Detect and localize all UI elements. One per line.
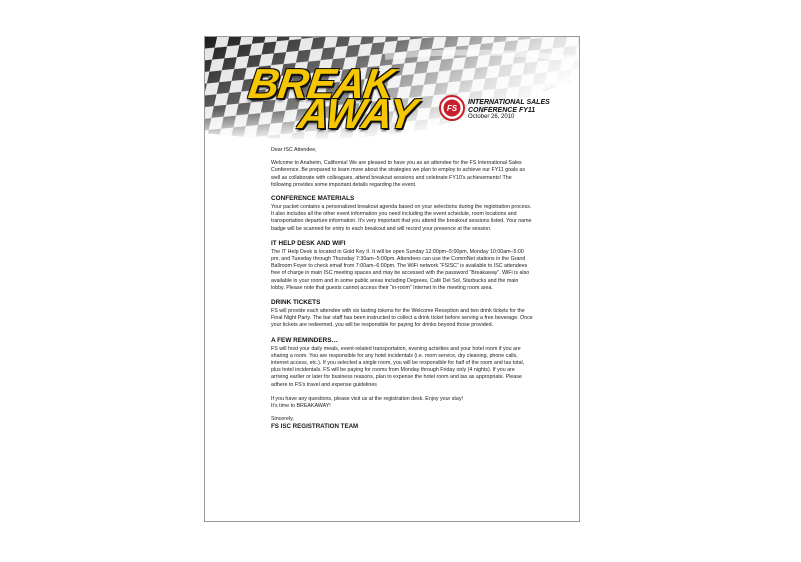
section-text: FS will provide each attendee with six tasting tokens for the Welcome Reception and two drink tickets for the Final Night Party. The bar staff has been instructed to collect a drink ticket before serving a free beverage. Once your tickets are redeemed, you will be responsible for paying for drinks beyond those provided. (271, 308, 533, 329)
section-reminders (271, 337, 533, 389)
section-it-help-desk (271, 240, 533, 292)
fs-emblem-icon (439, 95, 465, 121)
signoff-block (271, 416, 533, 431)
section-heading: DRINK TICKETS (271, 299, 321, 307)
signature: FS ISC REGISTRATION TEAM (271, 423, 359, 431)
closing-line1: If you have any questions, please visit us at the registration desk. Enjoy your stay! (271, 395, 463, 402)
emblem-text: FS (446, 104, 458, 113)
section-heading: IT HELP DESK AND WIFI (271, 239, 346, 247)
signoff: Sincerely, (271, 416, 294, 423)
section-drink-tickets (271, 299, 533, 330)
section-heading: A FEW REMINDERS… (271, 336, 338, 344)
section-heading: CONFERENCE MATERIALS (271, 195, 355, 203)
closing (271, 396, 533, 410)
checkered-flag-banner (205, 37, 579, 141)
closing-line2: It’s time to BREAKAWAY! (271, 403, 331, 410)
section-text: FS will host your daily meals, event-related transportation, evening activities and your hotel room if you are sharing a room. You are responsible for any hotel incidentals (i.e. room service, dry cleaning, phone calls, internet access, etc.). If you selected a single room, you will be responsible for half of the room and tax total, plus hotel incidentals. FS will be paying for rooms from Monday through Friday only (4 nights). If you are arriving earlier or later for business reasons, plan to expense the hotel room and tax as appropriate. Please adhere to FS’s travel and expense guidelines (271, 345, 525, 388)
section-text: The IT Help Desk is located in Gold Key II. It will be open Sunday 12:00pm–5:00pm, Monday 10:00am–5:00 pm, and Tuesday through Thursday 7:30am–5:00pm. Attendees can use the CommNet stations in the Grand Ballroom Foyer to check email from 7:00am–6:00pm. The WiFi network “FSISC” is available to ISC attendees free of charge in main ISC meeting spaces and may be accessed with the password “Breakaway”. WiFi is also available in your room and in some public areas including Degrees, Café Del Sol, Starbucks and the main lobby. Please note that guests cannot access their “in-room” Internet in the meeting room area. (271, 248, 530, 291)
letter-body (271, 147, 533, 432)
intro-paragraph: Welcome to Anaheim, California! We are pleased to have you as an attendee for the FS International Sales Conference. Be prepared to learn more about the strategies we plan to employ to achieve our FY11 goals as well as collaborate with colleagues, attend breakout sessions and celebrate FY10’s achievements! The following provides some important details regarding the event. (271, 160, 526, 188)
letter-page (204, 36, 580, 522)
conference-title: INTERNATIONAL SALES CONFERENCE FY11 (468, 99, 550, 114)
section-conference-materials (271, 195, 533, 233)
conference-date: October 26, 2010 (468, 114, 515, 120)
section-text: Your packet contains a personalized breakout agenda based on your selections during the registration process. It also includes all the other event information you need including the event schedule, room locations and transportation departure information. It’s very important that you attend the breakout sessions listed. Your name badge will be scanned for entry to each breakout and will record your presence at the session. (271, 204, 532, 232)
breakaway-logo-line1: BREAK (245, 60, 397, 107)
breakaway-logo-line2: AWAY (295, 90, 419, 137)
salutation: Dear ISC Attendee, (271, 147, 317, 153)
